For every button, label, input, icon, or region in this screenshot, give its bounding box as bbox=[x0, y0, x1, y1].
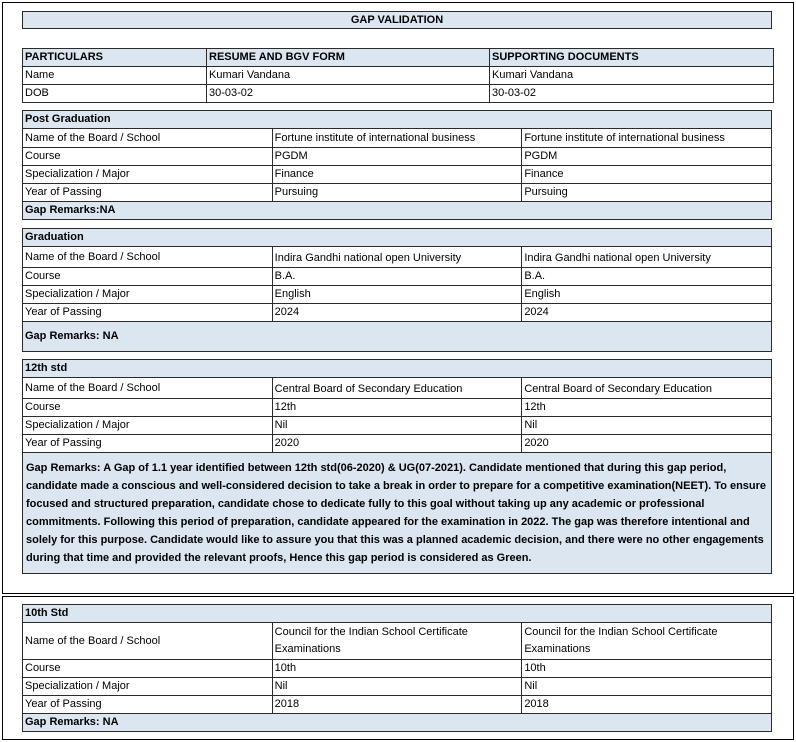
grad-course-resume: B.A. bbox=[272, 268, 522, 286]
grad-course-label: Course bbox=[23, 268, 273, 286]
grad-year-resume: 2024 bbox=[272, 304, 522, 322]
tenth-table bbox=[22, 604, 772, 732]
pg-remarks: Gap Remarks:NA bbox=[23, 202, 772, 220]
grad-board-label: Name of the Board / School bbox=[23, 247, 273, 268]
twelfth-course-label: Course bbox=[23, 399, 273, 417]
grad-board-resume: Indira Gandhi national open University bbox=[272, 247, 522, 268]
personal-table bbox=[22, 48, 774, 103]
tenth-remarks: Gap Remarks: NA bbox=[23, 714, 772, 732]
twelfth-remarks: Gap Remarks: A Gap of 1.1 year identified between 12th std(06-2020) & UG(07-2021). Candidate mentioned that during this gap period, candidate made a conscious and well-considered decision to take a break in order to prepare for a competitive examination(NEET). To ensure focused and structured preparation, candidate chose to dedicate fully to this goal without taking up any academic or professional commitments. Following this period of preparation, candidate appeared for the examination in 2022. The gap was therefore intentional and solely for this purpose. Candidate would like to assure you that this was a planned academic decision, and there were no other engagements during that time and provided the relevant proofs, Hence this gap period is considered as Green. bbox=[23, 453, 772, 574]
twelfth-year-resume: 2020 bbox=[272, 435, 522, 453]
tenth-year-supporting: 2018 bbox=[522, 696, 772, 714]
grad-spec-resume: English bbox=[272, 286, 522, 304]
grad-course-supporting: B.A. bbox=[522, 268, 772, 286]
twelfth-spec-supporting: Nil bbox=[522, 417, 772, 435]
tenth-year-resume: 2018 bbox=[272, 696, 522, 714]
twelfth-spec-label: Specialization / Major bbox=[23, 417, 273, 435]
pg-board-supporting: Fortune institute of international business bbox=[522, 129, 772, 148]
pg-heading: Post Graduation bbox=[23, 111, 772, 129]
twelfth-spec-resume: Nil bbox=[272, 417, 522, 435]
pg-board-label: Name of the Board / School bbox=[23, 129, 273, 148]
pg-year-supporting: Pursuing bbox=[522, 184, 772, 202]
grad-heading: Graduation bbox=[23, 229, 772, 247]
header-resume: RESUME AND BGV FORM bbox=[207, 49, 490, 67]
tenth-spec-supporting: Nil bbox=[522, 678, 772, 696]
twelfth-course-supporting: 12th bbox=[522, 399, 772, 417]
tenth-year-label: Year of Passing bbox=[23, 696, 273, 714]
twelfth-year-supporting: 2020 bbox=[522, 435, 772, 453]
tenth-course-supporting: 10th bbox=[522, 660, 772, 678]
graduation-table bbox=[22, 228, 772, 352]
twelfth-course-resume: 12th bbox=[272, 399, 522, 417]
twelfth-board-resume: Central Board of Secondary Education bbox=[272, 378, 522, 399]
twelfth-year-label: Year of Passing bbox=[23, 435, 273, 453]
grad-year-label: Year of Passing bbox=[23, 304, 273, 322]
pg-year-label: Year of Passing bbox=[23, 184, 273, 202]
header-supporting: SUPPORTING DOCUMENTS bbox=[490, 49, 774, 67]
name-supporting: Kumari Vandana bbox=[490, 67, 774, 85]
grad-remarks: Gap Remarks: NA bbox=[23, 322, 772, 352]
header-particulars: PARTICULARS bbox=[23, 49, 207, 67]
pg-year-resume: Pursuing bbox=[272, 184, 522, 202]
pg-course-supporting: PGDM bbox=[522, 148, 772, 166]
name-label: Name bbox=[23, 67, 207, 85]
pg-board-resume: Fortune institute of international business bbox=[272, 129, 522, 148]
pg-spec-supporting: Finance bbox=[522, 166, 772, 184]
tenth-board-supporting: Council for the Indian School Certificate Examinations bbox=[522, 623, 772, 660]
grad-board-supporting: Indira Gandhi national open University bbox=[522, 247, 772, 268]
tenth-spec-label: Specialization / Major bbox=[23, 678, 273, 696]
name-resume: Kumari Vandana bbox=[207, 67, 490, 85]
pg-course-label: Course bbox=[23, 148, 273, 166]
pg-spec-resume: Finance bbox=[272, 166, 522, 184]
dob-label: DOB bbox=[23, 85, 207, 103]
tenth-board-label: Name of the Board / School bbox=[23, 623, 273, 660]
twelfth-table bbox=[22, 359, 772, 574]
post-graduation-table bbox=[22, 110, 772, 220]
twelfth-board-label: Name of the Board / School bbox=[23, 378, 273, 399]
grad-spec-label: Specialization / Major bbox=[23, 286, 273, 304]
tenth-spec-resume: Nil bbox=[272, 678, 522, 696]
twelfth-heading: 12th std bbox=[23, 360, 772, 378]
pg-course-resume: PGDM bbox=[272, 148, 522, 166]
tenth-course-label: Course bbox=[23, 660, 273, 678]
tenth-board-resume: Council for the Indian School Certificate Examinations bbox=[272, 623, 522, 660]
page-title: GAP VALIDATION bbox=[22, 11, 772, 29]
grad-year-supporting: 2024 bbox=[522, 304, 772, 322]
grad-spec-supporting: English bbox=[522, 286, 772, 304]
tenth-heading: 10th Std bbox=[23, 605, 772, 623]
pg-spec-label: Specialization / Major bbox=[23, 166, 273, 184]
twelfth-board-supporting: Central Board of Secondary Education bbox=[522, 378, 772, 399]
tenth-course-resume: 10th bbox=[272, 660, 522, 678]
dob-resume: 30-03-02 bbox=[207, 85, 490, 103]
dob-supporting: 30-03-02 bbox=[490, 85, 774, 103]
